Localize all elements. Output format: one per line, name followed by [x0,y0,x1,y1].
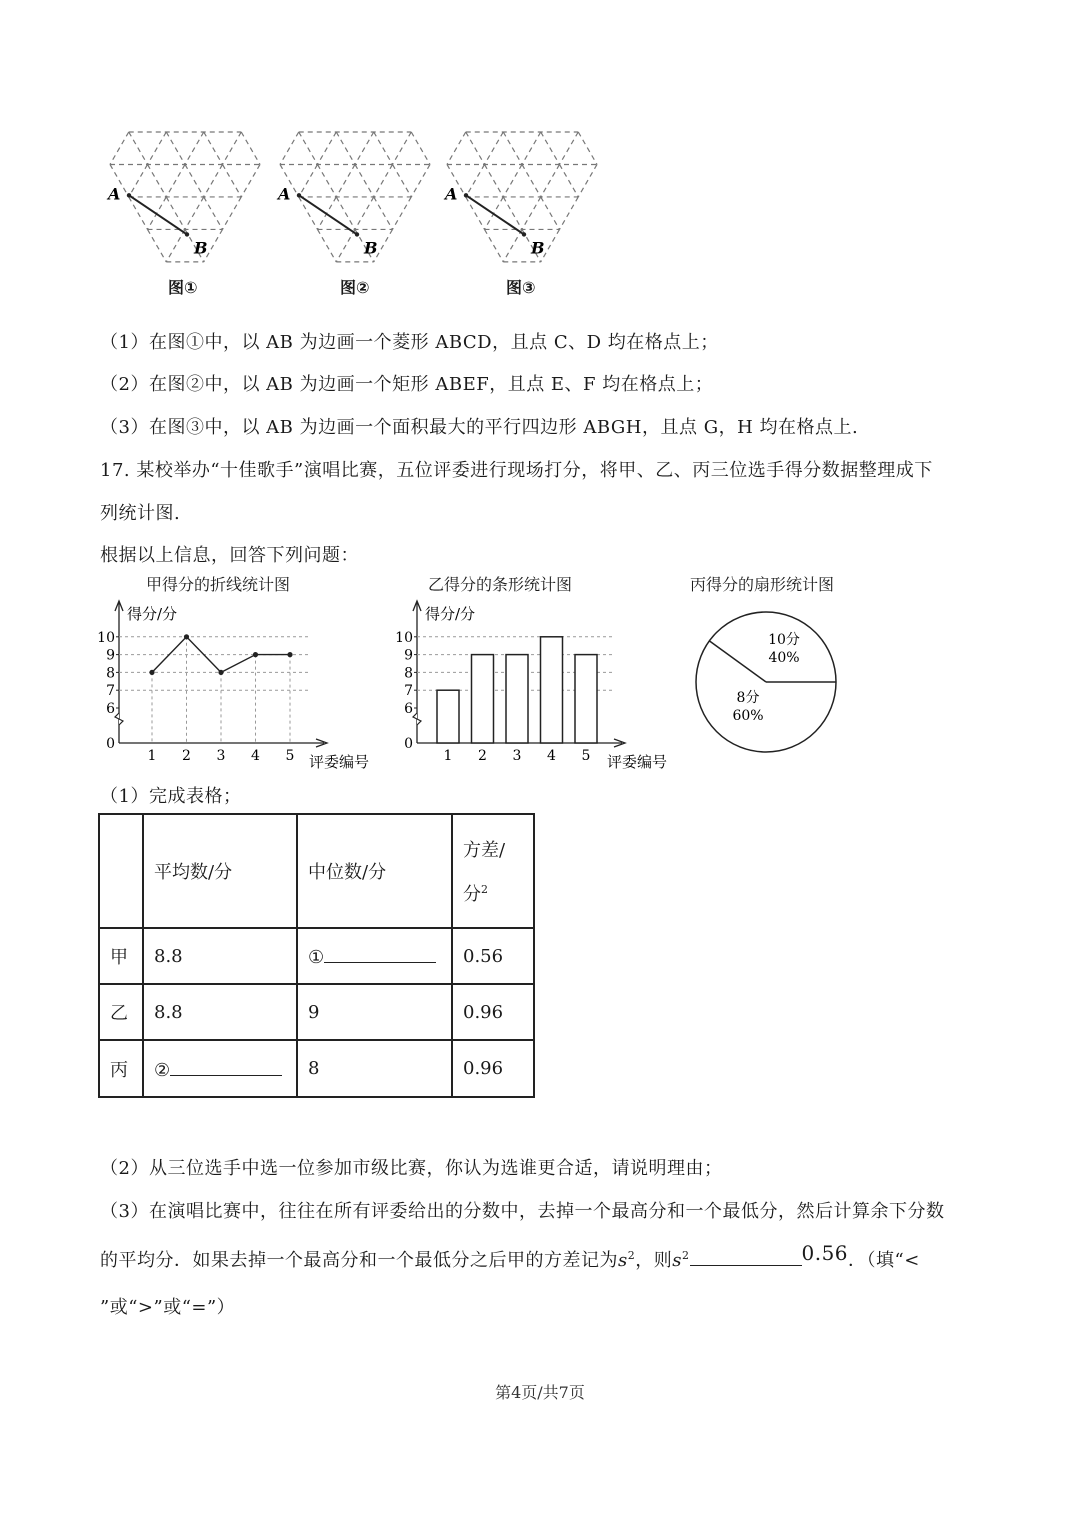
label-b: B [194,238,208,258]
q16-part2: （2）在图②中，以 AB 为边画一个矩形 ABEF，且点 E、F 均在格点上； [100,374,714,395]
row-variance: 0.96 [452,984,534,1040]
y-tick-label: 6 [404,701,413,717]
x-tick-label: 1 [443,748,453,764]
q17-part2: （2）从三位选手中选一位参加市级比赛，你认为选谁更合适，请说明理由； [100,1158,723,1179]
q17-part3-line3: ”或“>”或“=”） [100,1297,236,1318]
label-b: B [364,238,378,258]
bar [506,655,528,743]
row-variance: 0.96 [452,1040,534,1097]
row-mean: 8.8 [143,928,297,984]
axis-break [413,713,421,725]
x-tick-label: 3 [216,748,226,764]
y-axis-label: 得分/分 [425,605,476,623]
x-tick-label: 5 [581,748,591,764]
y-tick-label: 6 [106,701,115,717]
figure-caption-2: 图② [340,278,370,297]
figure-caption-3: 图③ [506,278,536,297]
bar [541,637,563,743]
triangle-grid-2 [276,132,430,262]
triangle-grid-1 [106,132,260,262]
y-tick-label: 8 [106,665,115,682]
data-point [253,652,258,657]
label-a: A [445,184,458,204]
label-a: A [108,184,121,204]
q17-intro-line2: 列统计图. [100,503,181,524]
line-chart [95,595,385,775]
row-median: 9 [297,984,452,1040]
row-variance: 0.56 [452,928,534,984]
label-b: B [531,238,545,258]
page-footer: 第4页/共7页 [495,1383,585,1402]
figure-caption-1: 图① [168,278,198,297]
pie-slice-label: 8分 [736,690,760,706]
axis-break [115,713,123,725]
x-tick-label: 2 [182,748,191,764]
y-tick-label: 9 [404,647,413,664]
x-axis-label: 评委编号 [309,753,370,771]
x-tick-label: 4 [547,748,556,764]
pie-chart-title: 丙得分的扇形统计图 [690,575,835,594]
y-tick-label: 8 [404,665,413,682]
label-a: A [278,184,291,204]
line-chart-title: 甲得分的折线统计图 [146,575,291,594]
pie-slice-percent: 60% [732,708,764,724]
data-point [184,634,189,639]
row-mean: ② [143,1040,297,1097]
x-tick-label: 3 [512,748,522,764]
y-tick-label: 7 [106,683,115,700]
x-tick-label: 1 [147,748,157,764]
score-table [98,813,535,1098]
x-tick-label: 4 [251,748,260,764]
row-name: 乙 [99,984,143,1040]
q17-part3-line1: （3）在演唱比赛中，往往在所有评委给出的分数中，去掉一个最高分和一个最低分，然后计算余下分数 [100,1201,945,1222]
row-median: 8 [297,1040,452,1097]
table-header-mean: 平均数/分 [143,814,297,928]
segment-ab [129,195,187,234]
q16-part3: （3）在图③中，以 AB 为边画一个面积最大的平行四边形 ABGH，且点 G，H 均在格点上. [100,417,859,438]
table-header-empty [99,814,143,928]
bar [437,690,459,743]
row-name: 甲 [99,928,143,984]
row-median: ① [297,928,452,984]
y-tick-label: 10 [97,629,115,646]
y-tick-label: 9 [106,647,115,664]
x-tick-label: 2 [478,748,487,764]
pie-chart [690,605,850,765]
row-name: 丙 [99,1040,143,1097]
table-header-median: 中位数/分 [297,814,452,928]
data-point [218,670,223,675]
triangle-grid-3 [443,132,597,262]
x-axis-label: 评委编号 [607,753,668,771]
q16-part1: （1）在图①中，以 AB 为边画一个菱形 ABCD，且点 C、D 均在格点上； [100,332,719,353]
q17-part1: （1）完成表格； [100,786,242,807]
segment-ab [466,195,524,234]
y-tick-label: 0 [404,736,413,752]
y-axis-label: 得分/分 [127,605,178,623]
y-tick-label: 10 [395,629,413,646]
data-point [287,652,292,657]
q17-part3-line2: 的平均分．如果去掉一个最高分和一个最低分之后甲的方差记为$s^2$，则$s^2$ 0.56．（填“< [100,1241,920,1271]
bar-chart [385,595,675,775]
data-point [149,670,154,675]
q17-prompt: 根据以上信息，回答下列问题： [100,545,359,566]
table-row [99,1040,534,1097]
x-tick-label: 5 [285,748,295,764]
segment-ab [299,195,357,234]
pie-slice-label: 10分 [768,632,800,648]
table-header-variance: 方差/ 分$^2$ [452,814,534,928]
y-tick-label: 0 [106,736,115,752]
y-tick-label: 7 [404,683,413,700]
pie-slice-percent: 40% [768,650,800,666]
q17-intro-line1: 17. 某校举办“十佳歌手”演唱比赛，五位评委进行现场打分，将甲、乙、丙三位选手得分数据整理成下 [100,460,933,481]
bar [472,655,494,743]
table-row [99,928,534,984]
bar [575,655,597,743]
row-mean: 8.8 [143,984,297,1040]
table-row [99,984,534,1040]
bar-chart-title: 乙得分的条形统计图 [428,575,573,594]
